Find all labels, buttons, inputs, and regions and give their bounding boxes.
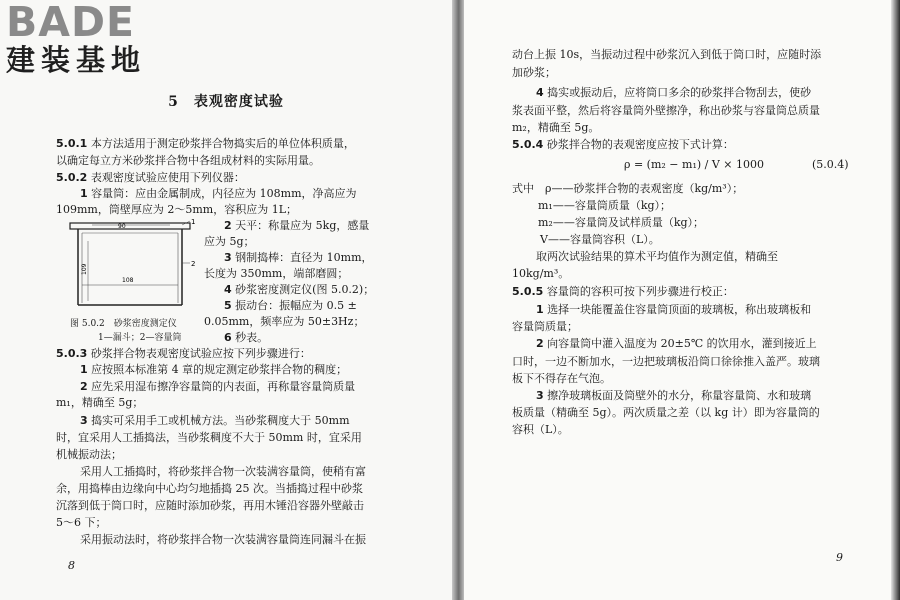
text-line: m₁——容量筒质量（kg）； bbox=[538, 199, 672, 212]
label-inner: 108 bbox=[122, 277, 134, 284]
text-line: m₂——容量筒及试样质量（kg）； bbox=[538, 216, 705, 229]
text-line: 应为 5g； bbox=[204, 235, 255, 248]
text-line: 2 应先采用湿布擦净容量筒的内表面，再称量容量筒质量 bbox=[80, 380, 356, 393]
text-line: 10kg/m³。 bbox=[512, 267, 570, 280]
text-line: 109mm，筒壁厚应为 2～5mm，容积应为 1L； bbox=[56, 203, 298, 216]
text-line: 0.05mm，频率应为 50±3Hz； bbox=[204, 315, 365, 328]
text-line: 5 振动台：振幅应为 0.5 ± bbox=[224, 299, 357, 312]
figure-caption: 图 5.0.2 砂浆密度测定仪 bbox=[70, 319, 177, 329]
text-line: 采用振动法时，将砂浆拌合物一次装满容量筒连同漏斗在振 bbox=[80, 533, 366, 546]
text-line: 取两次试验结果的算术平均值作为测定值，精确至 bbox=[536, 250, 778, 263]
text-line: 5.0.3 砂浆拌合物表观密度试验应按下列步骤进行： bbox=[56, 347, 311, 360]
text-line: 容积（L）。 bbox=[512, 423, 569, 436]
text-line: 板质量（精确至 5g）。两次质量之差（以 kg 计）即为容量筒的 bbox=[512, 406, 820, 419]
text-line: 5.0.5 容量筒的容积可按下列步骤进行校正： bbox=[512, 285, 734, 298]
text-line: 动台上振 10s，当振动过程中砂浆沉入到低于筒口时，应随时添 bbox=[512, 48, 822, 61]
density-apparatus-diagram bbox=[66, 219, 196, 309]
text-line: 浆表面平整，然后将容量筒外壁擦净，称出砂浆与容量筒总质量 bbox=[512, 104, 820, 117]
text-line: 时，宜采用人工插捣法，当砂浆稠度不大于 50mm 时，宜采用 bbox=[56, 431, 362, 444]
formula: ρ = (m₂ − m₁) / V × 1000 bbox=[624, 158, 764, 171]
chapter-title: 5 表观密度试验 bbox=[168, 94, 284, 110]
text-line: 3 捣实可采用手工或机械方法。当砂浆稠度大于 50mm bbox=[80, 414, 350, 427]
text-line: 采用人工插捣时，将砂浆拌合物一次装满容量筒，使稍有富 bbox=[80, 465, 366, 478]
figure-legend: 1—漏斗；2—容量筒 bbox=[98, 333, 182, 343]
text-line: 4 砂浆密度测定仪(图 5.0.2)； bbox=[224, 283, 375, 296]
text-line: m₁，精确至 5g； bbox=[56, 396, 144, 409]
text-line: 4 捣实或振动后，应将筒口多余的砂浆拌合物刮去，使砂 bbox=[536, 86, 812, 99]
text-line: 2 向容量筒中灌入温度为 20±5℃ 的饮用水，灌到接近上 bbox=[536, 337, 817, 350]
text-line: 式中 ρ——砂浆拌合物的表观密度（kg/m³）； bbox=[512, 182, 744, 195]
label-one: 1 bbox=[191, 219, 196, 226]
right-page bbox=[464, 0, 900, 600]
text-line: 5～6 下； bbox=[56, 516, 107, 529]
page-edge-shadow bbox=[891, 0, 900, 600]
text-line: 余，用捣棒由边缘向中心均匀地插捣 25 次。当插捣过程中砂浆 bbox=[56, 482, 363, 495]
text-line: 机械振动法； bbox=[56, 448, 122, 461]
watermark-logo bbox=[6, 2, 146, 77]
label-top: 90 bbox=[118, 223, 126, 230]
text-line: 1 容量筒：应由金属制成，内径应为 108mm，净高应为 bbox=[80, 187, 357, 200]
text-line: 1 选择一块能覆盖住容量筒顶面的玻璃板，称出玻璃板和 bbox=[536, 303, 812, 316]
text-line: 5.0.4 砂浆拌合物的表观密度应按下式计算： bbox=[512, 138, 734, 151]
text-line: 加砂浆； bbox=[512, 66, 556, 79]
text-line: 容量筒质量； bbox=[512, 320, 578, 333]
text-line: V——容量筒容积（L）。 bbox=[540, 233, 660, 246]
text-line: 6 秒表。 bbox=[224, 331, 269, 344]
label-height: 109 bbox=[81, 263, 88, 275]
text-line: 3 钢制捣棒：直径为 10mm， bbox=[224, 251, 373, 264]
book-gutter bbox=[452, 0, 464, 600]
text-line: 1 应按照本标准第 4 章的规定测定砂浆拌合物的稠度； bbox=[80, 363, 348, 376]
page-number: 8 bbox=[68, 559, 75, 572]
text-line: 5.0.1 本方法适用于测定砂浆拌合物捣实后的单位体积质量， bbox=[56, 137, 355, 150]
text-line: 长度为 350mm，端部磨圆； bbox=[204, 267, 349, 280]
logo-subtext: 建装基地 bbox=[6, 43, 147, 77]
equation-number: (5.0.4) bbox=[812, 158, 849, 171]
text-line: 3 擦净玻璃板面及筒壁外的水分，称量容量筒、水和玻璃 bbox=[536, 389, 812, 402]
text-line: 2 天平：称量应为 5kg，感量 bbox=[224, 219, 370, 232]
text-line: 口时，一边不断加水，一边把玻璃板沿筒口徐徐推入盖严。玻璃 bbox=[512, 355, 820, 368]
label-two: 2 bbox=[191, 260, 196, 268]
page-number: 9 bbox=[836, 551, 843, 564]
logo-text: BADE bbox=[6, 0, 136, 46]
text-line: 5.0.2 表观密度试验应使用下列仪器： bbox=[56, 171, 245, 184]
text-line: m₂，精确至 5g。 bbox=[512, 121, 600, 134]
text-line: 以确定每立方米砂浆拌合物中各组成材料的实际用量。 bbox=[56, 154, 320, 167]
text-line: 板下不得存在气泡。 bbox=[512, 372, 611, 385]
text-line: 沉落到低于筒口时，应随时添加砂浆，再用木锤沿容器外壁敲击 bbox=[56, 499, 364, 512]
